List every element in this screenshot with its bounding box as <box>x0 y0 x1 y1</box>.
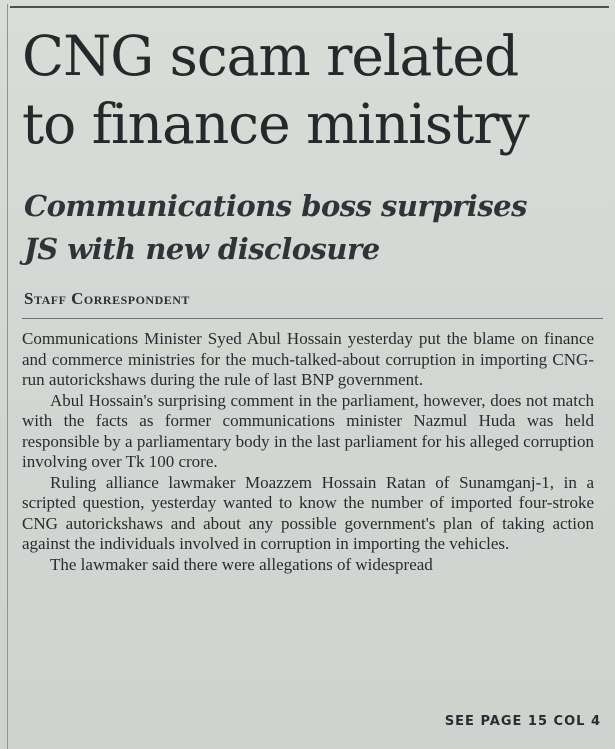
subheadline-line-1: Communications boss surprises <box>24 189 527 223</box>
headline-line-2: to finance ministry <box>22 92 529 156</box>
byline: Staff Correspondent <box>24 289 190 308</box>
paragraph-2: Abul Hossain's surprising comment in the parliament, however, does not match with the facts as former communications minister Nazmul Huda was held responsible by a parliamentary body in the last parliament for his alleged corruption involving over Tk 100 crore. <box>22 390 594 471</box>
continuation-note: SEE PAGE 15 COL 4 <box>444 714 601 729</box>
subheadline-line-2: JS with new disclosure <box>24 232 380 266</box>
headline-line-1: CNG scam related <box>22 24 519 88</box>
top-rule <box>10 6 609 8</box>
subheadline <box>24 185 604 271</box>
headline <box>22 22 602 158</box>
paragraph-1: Communications Minister Syed Abul Hossain yesterday put the blame on finance and commerce ministries for the much-talked-about corruption in importing CNG-run autorickshaws during the rule of last BNP government. <box>22 329 594 389</box>
byline-rule <box>22 318 603 319</box>
article-body <box>22 329 594 575</box>
column-rule <box>7 4 8 749</box>
paragraph-4: The lawmaker said there were allegations of widespread <box>50 554 433 574</box>
paragraph-3: Ruling alliance lawmaker Moazzem Hossain Ratan of Sunamganj-1, in a scripted question, yesterday wanted to know the number of imported four-stroke CNG autorickshaws and about any possible government's plan of taking action against the individuals involved in corruption in importing the vehicles. <box>22 472 594 553</box>
